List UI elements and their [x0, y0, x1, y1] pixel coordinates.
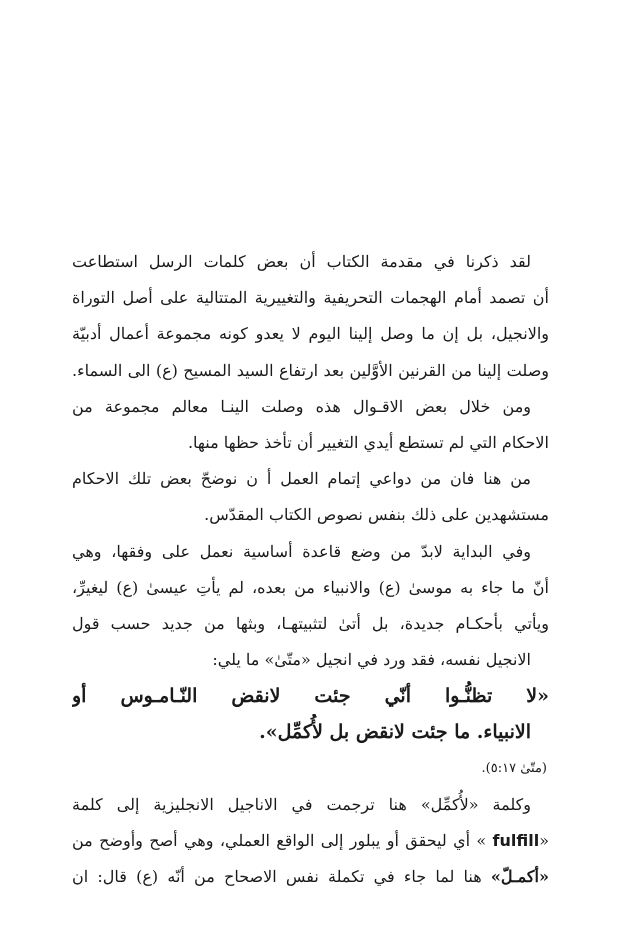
- open-quote-mark: «: [539, 831, 549, 850]
- text-line: الاحكام التي لم تستطع أيدي التغيير أن تأخذ حظها منها.: [187, 432, 549, 452]
- text-line: أن تصمد أمام الهجمات التحريفية والتغييرية المتتالية على أصل التوراة: [72, 288, 549, 308]
- bold-word: «أكمـلّ»: [490, 867, 549, 887]
- text-fragment: » أي ليحقق أو يبلور إلى الواقع العملي، وهي أصح وأوضح من: [72, 831, 493, 850]
- text-line: [72, 823, 549, 859]
- text-line: أنّ ما جاء به موسىٰ (ع) والانبياء من بعده، لم يأتِ عيسىٰ (ع) ليغيرِّ،: [72, 577, 549, 597]
- text-line: لقد ذكرنا في مقدمة الكتاب أن بعض كلمات الرسل استطاعت: [72, 252, 531, 271]
- text-line: وصلت إلينا من القرنين الأوَّلين بعد ارتفاع السيد المسيح (ع) الى السماء.: [72, 360, 549, 380]
- text-line: [72, 859, 549, 895]
- text-fragment: هنا لما جاء في تكملة نفس الاصحاح من أنّه (ع) قال: ان: [72, 867, 491, 887]
- text-line: من هنا فان من دواعي إتمام العمل أ ن نوضحّ بعض تلك الاحكام: [72, 469, 531, 489]
- text-line: والانجيل، بل إن ما وصل إلينا اليوم لا يعدو كونه مجموعة أعمال أدبيّة: [72, 324, 549, 344]
- scripture-quote-line: «لا تظنُّـوا أنّي جئت لانقض النّـامـوس أو: [72, 685, 549, 708]
- citation: (متّىٰ ٥:١٧).: [481, 760, 547, 776]
- text-line: وفي البداية لابدّ من وضع قاعدة أساسية نعمل على وفقها، وهي: [72, 541, 531, 561]
- body-text: [72, 244, 549, 895]
- scripture-quote-line: الانبياء. ما جئت لانقض بل لأُكمِّل».: [259, 721, 531, 744]
- text-line: الانجيل نفسه، فقد ورد في انجيل «متّىٰ» ما يلي:: [212, 650, 531, 670]
- text-line: ومن خلال بعض الاقـوال هذه وصلت الينـا معالم مجموعة من: [72, 396, 531, 416]
- text-line: وكلمة «لأُكمِّل» هنا ترجمت في الاناجيل الانجليزية إلى كلمة: [72, 794, 531, 814]
- text-line: مستشهدين على ذلك بنفس نصوص الكتاب المقدّس.: [204, 505, 549, 525]
- english-word: fulfill: [492, 831, 540, 850]
- text-line: ويأتي بأحكـام جديدة، بل أتىٰ لتثبيتهـا، وبثها من جديد حسب قول: [72, 613, 549, 633]
